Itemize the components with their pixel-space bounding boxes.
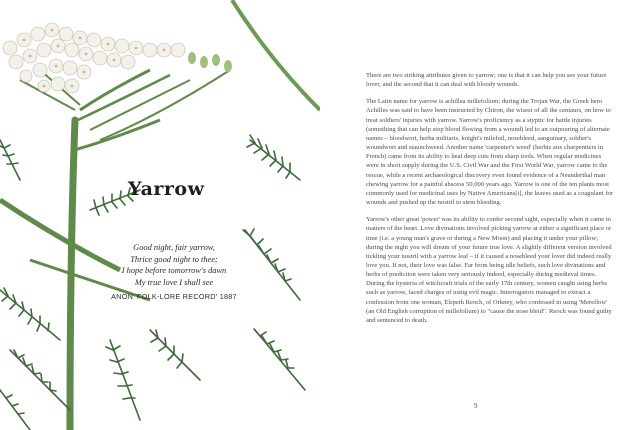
poem-attribution: ANON 'FOLK-LORE RECORD' 1887 — [111, 292, 237, 301]
page-title: Yarrow — [128, 178, 205, 200]
body-text — [366, 71, 614, 333]
poem-line: Good night, fair yarrow, — [133, 243, 215, 252]
page-number: 9 — [474, 402, 478, 410]
paragraph: Yarrow's other great 'power' was its ability to confer second sight, especially when it came to matters of the heart. Love divinations involved picking yarrow at either a significant place or time (i.e. a young man's grave or during a New Moon) and placing it under your pillow; during the night you will dream of your future true love. A slightly different version involved tickling your nostril with a yarrow leaf – if it caused a nosebleed your lover did indeed really love you. If not, their love was false. Far from being idle beliefs, such love divinations and herbs of prediction were taken very seriously indeed, especially during medieval times. During the hysteria of witchcraft trials of the early 17th century, women caught using herbs such as yarrow, faced charges of using evil magic. Interrogators managed to extract a confession from one woman, Elspeth Reoch, of Orkney, who confessed to using 'Mereflow' (an Old English corruption of millefolium) to "cause the nose bleid". Reoch was found guilty and sentenced to death. — [366, 216, 612, 324]
right-page — [320, 0, 640, 430]
poem-line: My true love I shall see — [134, 277, 214, 287]
poem-line: I hope before tomorrow's dawn — [121, 266, 227, 275]
poem-line: Thrice good night to thee; — [130, 254, 218, 264]
paragraph: The Latin name for yarrow is achillea millefolium; during the Trojan War, the Greek hero Achilles was said to have been instructed by Chiron, the wisest of all the centaurs, on how to treat soldiers' injuries with yarrow. Yarrow's proficiency as a styptic for battle injuries (something that can help stop blood flowing from a wound) led to an outpouring of alternate names – bloodwort, herba militaris, knight's milefoil, nosebleed, sanguinary, soldier's woundwort and staunchweed. Another name 'carpenter's weed' (herbis aux charpentiers in French) came from its ability to heal deep cuts from sharp tools. When regular medicines were in short supply during the U.S. Civil War and the First World War, yarrow came to the rescue, while a recent archaeological discovery even found evidence of a Neanderthal man chewing yarrow for a painful abscess 50,000 years ago. Yarrow is one of the ten plants most commonly used for medicinal uses by Native Americans[i], the leaves used as a coagulant for wounds and pushed up the nostril to stem bleeding. — [366, 98, 614, 207]
paragraph: There are two striking attributes given to yarrow; one is that it can help you see your future lover, and the second that it can deal with bloody wounds. — [366, 72, 607, 89]
epigraph-poem — [104, 242, 244, 288]
